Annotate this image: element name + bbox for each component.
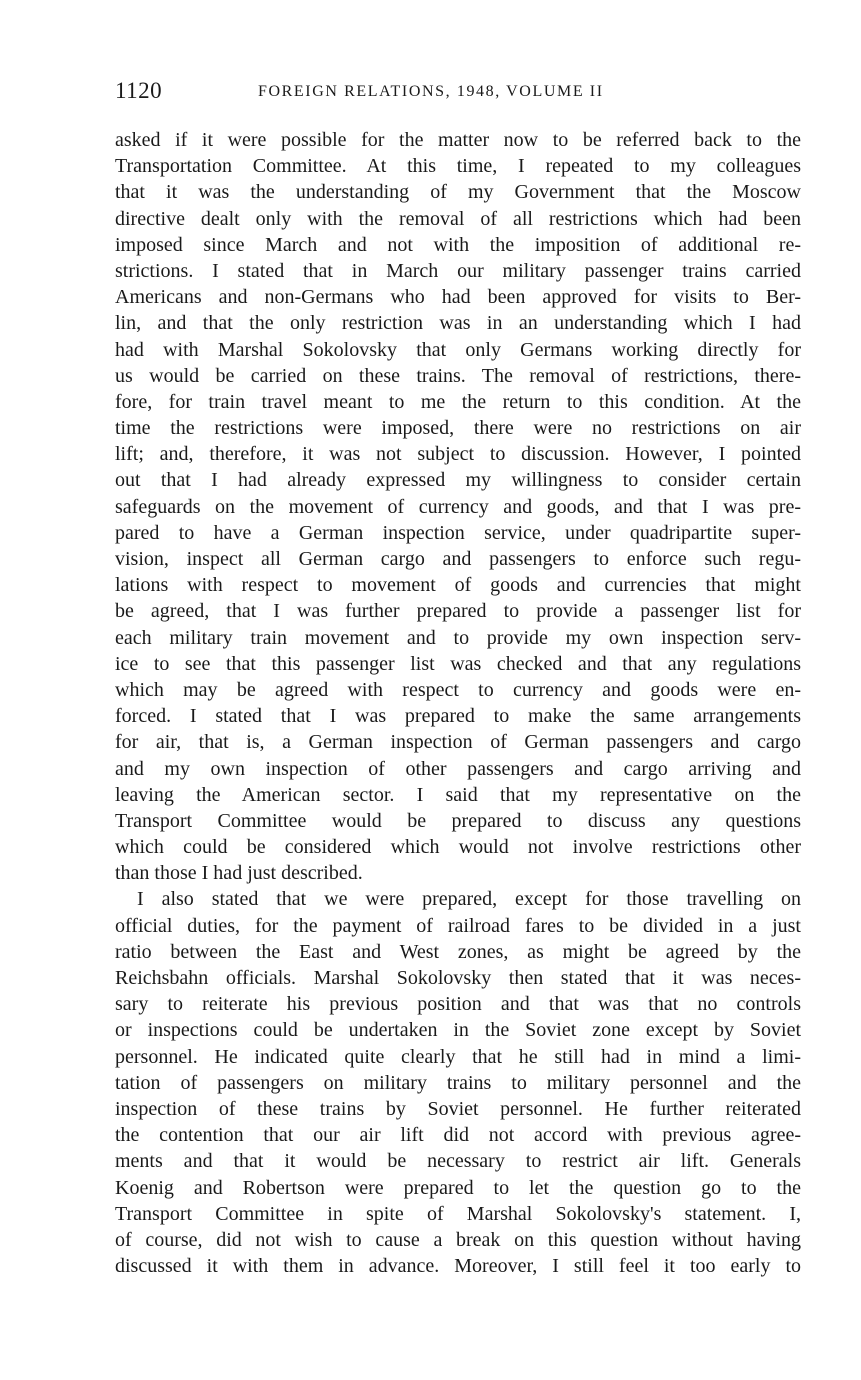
text-line: sary to reiterate his previous position and that was that no controls — [115, 993, 801, 1016]
text-line: ice to see that this passenger list was checked and that any regulations — [115, 652, 801, 675]
text-line: Koenig and Robertson were prepared to let the question go to the — [115, 1176, 801, 1199]
text-line: of course, did not wish to cause a break on this question without having — [115, 1228, 801, 1251]
text-line: lift; and, therefore, it was not subject to discussion. However, I pointed — [115, 443, 801, 466]
paragraph — [115, 886, 801, 1279]
body-text — [115, 127, 801, 1279]
text-line: be agreed, that I was further prepared to provide a passenger list for — [115, 600, 801, 623]
text-line: Reichsbahn officials. Marshal Sokolovsky then stated that it was neces- — [115, 967, 801, 989]
paragraph-container — [115, 127, 801, 1279]
running-head — [115, 78, 805, 110]
text-line: forced. I stated that I was prepared to make the same arrangements — [115, 705, 801, 728]
text-line: asked if it were possible for the matter now to be referred back to the — [115, 129, 801, 151]
text-line: pared to have a German inspection service, under quadripartite super- — [115, 521, 801, 544]
text-line: Transport Committee in spite of Marshal Sokolovsky's statement. I, — [115, 1202, 801, 1225]
text-line: which could be considered which would not involve restrictions other — [115, 836, 801, 859]
text-line: out that I had already expressed my willingness to consider certain — [115, 469, 801, 492]
text-line: directive dealt only with the removal of all restrictions which had been — [115, 207, 801, 230]
text-line: strictions. I stated that in March our military passenger trains carried — [115, 259, 801, 282]
text-line: fore, for train travel meant to me the return to this condition. At the — [115, 390, 801, 413]
text-line: Transport Committee would be prepared to discuss any questions — [115, 809, 801, 832]
text-line: the contention that our air lift did not accord with previous agree- — [115, 1124, 801, 1147]
text-line: inspection of these trains by Soviet personnel. He further reiterated — [115, 1097, 801, 1120]
text-line: leaving the American sector. I said that my representative on the — [115, 783, 801, 806]
text-line: and my own inspection of other passengers and cargo arriving and — [115, 757, 801, 780]
running-title: FOREIGN RELATIONS, 1948, VOLUME II — [258, 83, 604, 100]
text-line: Transportation Committee. At this time, I repeated to my colleagues — [115, 155, 801, 178]
text-line: each military train movement and to provide my own inspection serv- — [115, 626, 801, 649]
text-line: imposed since March and not with the imposition of additional re- — [115, 233, 801, 256]
text-line: safeguards on the movement of currency and goods, and that I was pre- — [115, 495, 801, 518]
text-line: than those I had just described. — [115, 862, 363, 885]
text-line: that it was the understanding of my Government that the Moscow — [115, 181, 801, 204]
text-line: vision, inspect all German cargo and passengers to enforce such regu- — [115, 548, 801, 570]
text-line: or inspections could be undertaken in the Soviet zone except by Soviet — [115, 1019, 801, 1042]
text-line: for air, that is, a German inspection of German passengers and cargo — [115, 731, 801, 754]
paragraph — [115, 127, 801, 886]
text-line: ratio between the East and West zones, as might be agreed by the — [115, 940, 801, 963]
text-line: tation of passengers on military trains to military personnel and the — [115, 1071, 801, 1094]
text-line: time the restrictions were imposed, there were no restrictions on air — [115, 417, 801, 440]
text-line: I also stated that we were prepared, except for those travelling on — [137, 888, 801, 911]
text-line: official duties, for the payment of railroad fares to be divided in a just — [115, 914, 801, 937]
text-line: personnel. He indicated quite clearly that he still had in mind a limi- — [115, 1045, 801, 1068]
text-line: which may be agreed with respect to currency and goods were en- — [115, 678, 801, 701]
page-number: 1120 — [115, 78, 163, 103]
text-line: ments and that it would be necessary to restrict air lift. Generals — [115, 1150, 801, 1173]
text-line: lations with respect to movement of goods and currencies that might — [115, 574, 801, 597]
text-line: Americans and non-Germans who had been approved for visits to Ber- — [115, 286, 801, 309]
text-line: lin, and that the only restriction was in an understanding which I had — [115, 312, 801, 335]
text-line: had with Marshal Sokolovsky that only Germans working directly for — [115, 338, 801, 361]
text-line: discussed it with them in advance. Moreover, I still feel it too early to — [115, 1255, 801, 1278]
text-line: us would be carried on these trains. The removal of restrictions, there- — [115, 364, 801, 387]
